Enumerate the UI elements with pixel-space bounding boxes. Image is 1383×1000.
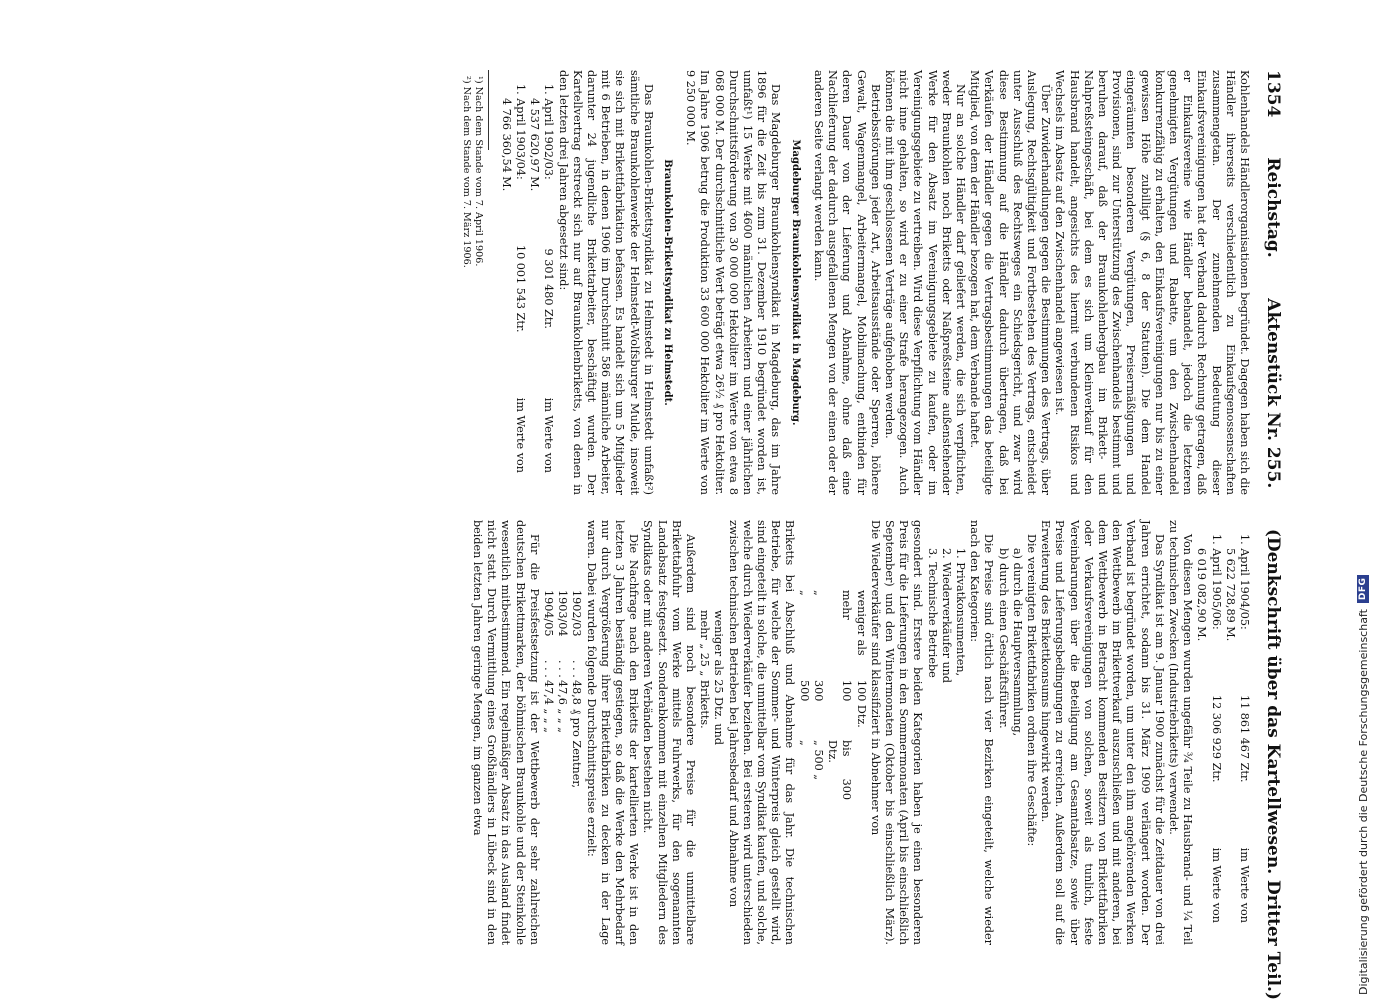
header-center-title: Aktenstück Nr. 255. [1263, 298, 1283, 489]
price-dots: . . . [570, 660, 584, 678]
sales-value: 4 766 360,54 M. [499, 98, 513, 192]
sales-row [513, 70, 527, 495]
paragraph: Über Zuwiderhandlungen gegen die Bestimmungen des Vertrags, über Auslegung, Rechtsgültigkeit und Fortbestehen des Vertrags, entscheidet unter Ausschluß des Rechtsweges ein Schiedsgericht, und zwar wird diese Bestimmung auf die Händler dadurch übertragen, daß bei Verkäufen der Händler gegen die Vertragsbestimmungen das beteiligte Mitglied, von dem der Händler bezogen hat, dem Verbande haftet. [968, 70, 1053, 495]
sales-amount: 11 861 467 Ztr. [1238, 694, 1251, 783]
price-value: 47,4 „ „ „ [542, 680, 556, 733]
sales-amount: 9 301 480 Ztr. [542, 248, 556, 329]
sales-amount: 10 001 543 Ztr. [514, 244, 528, 333]
list-item: 1. Privatkonsumenten, [953, 548, 967, 677]
sales-row [1237, 520, 1251, 945]
list-item: a) durch die Hauptversammlung, [1010, 548, 1024, 737]
footnote: ¹) Nach dem Stande vom 7. April 1906. [472, 76, 484, 267]
header-left-title: Reichstag. [1263, 157, 1283, 258]
tier-cell: „ 500 „ [811, 740, 825, 781]
list-item: 3. Technische Betriebe [925, 548, 939, 678]
sales-value: 6 019 082,90 M. [1195, 548, 1209, 642]
list-item: 2. Wiederverkäufer und [939, 548, 953, 684]
price-dots: . . . [556, 660, 570, 678]
paragraph: Betriebsstörungen jeder Art, Arbeitsausstände oder Sperren, höhere Gewalt, Wagenmangel, Arbeitermangel, Mobilmachung, entbinden für deren Dauer von der Lieferung und Abnahme, ohne daß eine Nachlieferung der dadurch ausgefallenen Mengen von der einen oder der anderen Seite verlangt werden kann. [811, 70, 882, 495]
page-header [1255, 70, 1283, 1000]
sales-label: 1. April 1902/03: [542, 84, 556, 180]
tier-cell [811, 660, 825, 680]
tier-cell: bis 300 Dtz. [826, 740, 854, 800]
sales-tail: im Werte von [542, 397, 556, 473]
paragraph: Briketts bei Abschluß und Abnahme für das Jahr. Die technischen Betriebe, für welche der Sommer- und Winterpreis gleich gestellt wird, sind eingeteilt in solche, die unmittelbar vom Syndikat kaufen, und solche, welche durch Wiederverkäufer beziehen. Bei ersteren wird unterschieden zwischen technischen Betrieben bei Jahresbedarf und Abnahme von [726, 520, 797, 946]
tier-cell: 100 [840, 680, 854, 702]
sales-label: 1. April 1903/04: [514, 84, 528, 180]
tier-cell: „ [797, 590, 811, 596]
tier-cell [853, 740, 867, 800]
tier-cell: 100 Dtz. [854, 680, 868, 728]
sales-label: 1. April 1905/06: [1209, 534, 1223, 630]
tier-row [853, 520, 867, 945]
tier-cell: „ [797, 740, 811, 746]
tier-cell: 300 [811, 680, 825, 702]
tier-cell: 500 [797, 680, 811, 702]
sales-label: 1. April 1904/05: [1238, 534, 1251, 630]
list-item: b) durch einen Geschäftsführer. [996, 548, 1010, 729]
paragraph: Das Braunkohlen-Brikettsyndikat zu Helmstedt in Helmstedt umfaßt²) sämtliche Braunkohlenwerke der Helmstedt-Wolfsburger Mulde, insoweit sie sich mit Brikettfabrikation befassen. Es handelt sich um 5 Mitglieder mit 6 Betrieben, in denen 1906 im Durchschnitt 586 männliche Arbeiter, darunter 24 jugendliche Brikettarbeiter, beschäftigt wurden. Der Kartellvertrag erstreckt sich nur auf Braunkohlenbriketts, von denen in den letzten drei Jahren abgesetzt sind: [556, 70, 655, 495]
paragraph: Kohlenhandels Händlerorganisationen begründet. Dagegen haben sich die Händler ihrerseits verschiedentlich zu Einkaufsgenossenschaften zusammengetan. Der zunehmenden Bedeutung dieser Einkaufsvereinigungen hat der Verband dadurch Rechnung getragen, daß er Einkaufsvereine wie Händler behandelt, jedoch die letzteren genehmigten Vergütungen und Rabatte, um den Zwischenhandel konkurrenzfähig zu erhalten, den Einkaufsvereinigungen nur bis zu einer gewissen Höhe zubilligt (§ 6, 8 der Statuten). Die dem Handel eingeräumten besonderen Vergütungen, Preisermäßigungen und Provisionen, sind zur Unterstützung des Zwischenhandels bestimmt und beruhen darauf, daß der Braunkohlenbergbau im Brikett- und Nahpreßsteingeschäft, bei dem es sich um Kleinverkauf für den Hausbrand handelt, angesichts des hiermit verbundenen Risikos und Wechsels im Absatz auf den Zwischenhandel angewiesen ist. [1053, 70, 1251, 495]
tier-row [797, 520, 811, 945]
tier-line: mehr „ 25 „ Briketts. [698, 610, 712, 729]
price-dots: . . . [542, 660, 556, 678]
sales-row [541, 70, 555, 495]
price-value: 47,6 „ „ „ [556, 680, 570, 733]
credit-text: Digitalisierung gefördert durch die Deutsche Forschungsgemeinschaft [1356, 609, 1370, 995]
paragraph: Für die Preisfestsetzung ist der Wettbewerb der sehr zahlreichen deutschen Brikettmarken, der böhmischen Braunkohle und der Steinkohle wesentlich mitbestimmend. Ein regelmäßiger Absatz in das Ausland findet nicht statt. Durch Vermittlung eines Großhändlers in Lübeck sind in den beiden letzten Jahren geringe Mengen, im ganzen etwa [471, 520, 541, 945]
price-row [555, 520, 569, 945]
tier-cell [825, 660, 853, 680]
price-row [541, 520, 555, 945]
paragraph: Das Syndikat ist am 9. Januar 1900 zunächst für die Zeitdauer von drei Jahren errichtet, sodann bis 31. März 1909 verlängert worden. Der Verband ist begründet worden, um unter den ihm angehörenden Werken den Wettbewerb im Brikettverkauf auszuschließen und mit anderen, bei dem Wettbewerb in Betracht kommenden Besitzern von Brikettfabriken oder Verkaufsvereinigungen von solchen, soweit als tunlich, feste Vereinbarungen über die Beteiligung am Gesamtabsatze, sowie über Preise und Lieferungsbedingungen zu erreichen. Außerdem soll auf die Erweiterung des Brikettkonsums hingewirkt werden. [1039, 520, 1166, 945]
sales-value: 5 622 728,89 M. [1223, 548, 1237, 642]
paragraph: Das Magdeburger Braunkohlensyndikat in Magdeburg, das im Jahre 1896 für die Zeit bis zum 31. Dezember 1910 begründet worden ist, umfaßt¹) 15 Werke mit 4600 männlichen Arbeitern und einer jährlichen Durchschnittsförderung von 30 000 000 Hektoliter im Werte von etwa 8 068 000 M. Der durchschnittliche Wert beträgt etwa 26½ ₰ pro Hektoliter. Im Jahre 1906 betrug die Produktion 33 600 000 Hektoliter im Werte von 9 250 000 M. [684, 70, 783, 495]
tier-cell: weniger als [854, 590, 868, 656]
footnote-rule [488, 70, 489, 150]
paragraph: gesondert sind. Erstere beiden Kategorien haben je einen besonderen Preis für die Lieferungen in den Sommermonaten (April bis einschließlich September) und den Wintermonaten (Oktober bis einschließlich März). Die Wiederverkäufer sind klassifiziert in Abnehmer von [868, 520, 925, 945]
paragraph: Außerdem sind noch besondere Preise für die unmittelbare Brikettabfuhr vom Werke mittels Fuhrwerks, für den sogenannten Landabsatz festgesetzt. Sonderabkommen mit einzelnen Mitgliedern des Syndikats oder mit anderen Verbänden bestehen nicht. [641, 520, 698, 945]
left-column [460, 70, 1251, 495]
section-heading: Magdeburger Braunkohlensyndikat in Magdeburg. [789, 139, 801, 426]
tier-cell: mehr [840, 590, 854, 620]
sales-tail: im Werte von [514, 397, 528, 473]
paragraph: Von diesen Mengen wurden ungefähr ¾ Teile zu Hausbrand- und ¼ Teil zu technischen Zwecken (Industriebriketts) verwendet. [1166, 520, 1195, 945]
price-year: 1904/05 [542, 590, 556, 637]
sales-tail: im Werte von [1209, 847, 1223, 923]
paragraph: Die Preise sind örtlich nach vier Bezirken eingeteilt, welche wieder nach den Kategorien: [968, 520, 996, 945]
tier-cell: „ [811, 590, 825, 596]
header-right-title: (Denkschrift über das Kartellwesen. Dritter Teil.) [1263, 528, 1283, 1000]
right-column [470, 520, 1251, 945]
paragraph: Die vereinigten Brikettfabriken ordnen ihre Geschäfte: [1024, 534, 1038, 847]
sales-row [1208, 520, 1222, 945]
footnote: ²) Nach dem Stande vom 7. März 1906. [460, 76, 472, 268]
paragraph: Die Nachfrage nach den Briketts der kartellierten Werke ist in den letzten 3 Jahren beständig gestiegen, so daß die Werke den Mehrbedarf nur durch Vergrößerung ihrer Brikettfabriken zu decken in der Lage waren. Dabei wurden folgende Durchschnittspreise erzielt: [584, 520, 641, 945]
digitization-credit [1355, 15, 1371, 995]
tier-row [825, 520, 853, 945]
price-row [569, 520, 583, 945]
tier-line: weniger als 25 Dtz. und [712, 610, 726, 746]
tier-cell [853, 660, 867, 680]
section-heading: Braunkohlen-Brikettsyndikat zu Helmstedt. [662, 159, 674, 406]
sales-value: 4 537 620,97 M. [528, 98, 542, 192]
tier-row [811, 520, 825, 945]
price-value: 48,8 ₰ pro Zentner, [570, 680, 584, 789]
price-year: 1903/04 [556, 590, 570, 637]
sales-tail: im Werte von [1238, 847, 1251, 923]
price-year: 1902/03 [570, 590, 584, 637]
page-number: 1354 [1263, 70, 1283, 118]
tier-cell [797, 660, 811, 680]
dfg-logo: DFG [1357, 575, 1369, 604]
sales-amount: 12 306 929 Ztr. [1209, 694, 1223, 783]
paragraph: Nur an solche Händler darf geliefert werden, die sich verpflichten, weder Braunkohlen noch Briketts oder Naßpreßsteine außenstehender Werke für den Absatz im Vereinigungsgebiete zu kaufen, oder im Vereinigungsgebiete zu vertreiben. Wird diese Verpflichtung vom Händler nicht inne gehalten, so wird er zu einer Strafe herangezogen. Auch können die mit ihm geschlossenen Verträge aufgehoben werden. [882, 70, 967, 495]
